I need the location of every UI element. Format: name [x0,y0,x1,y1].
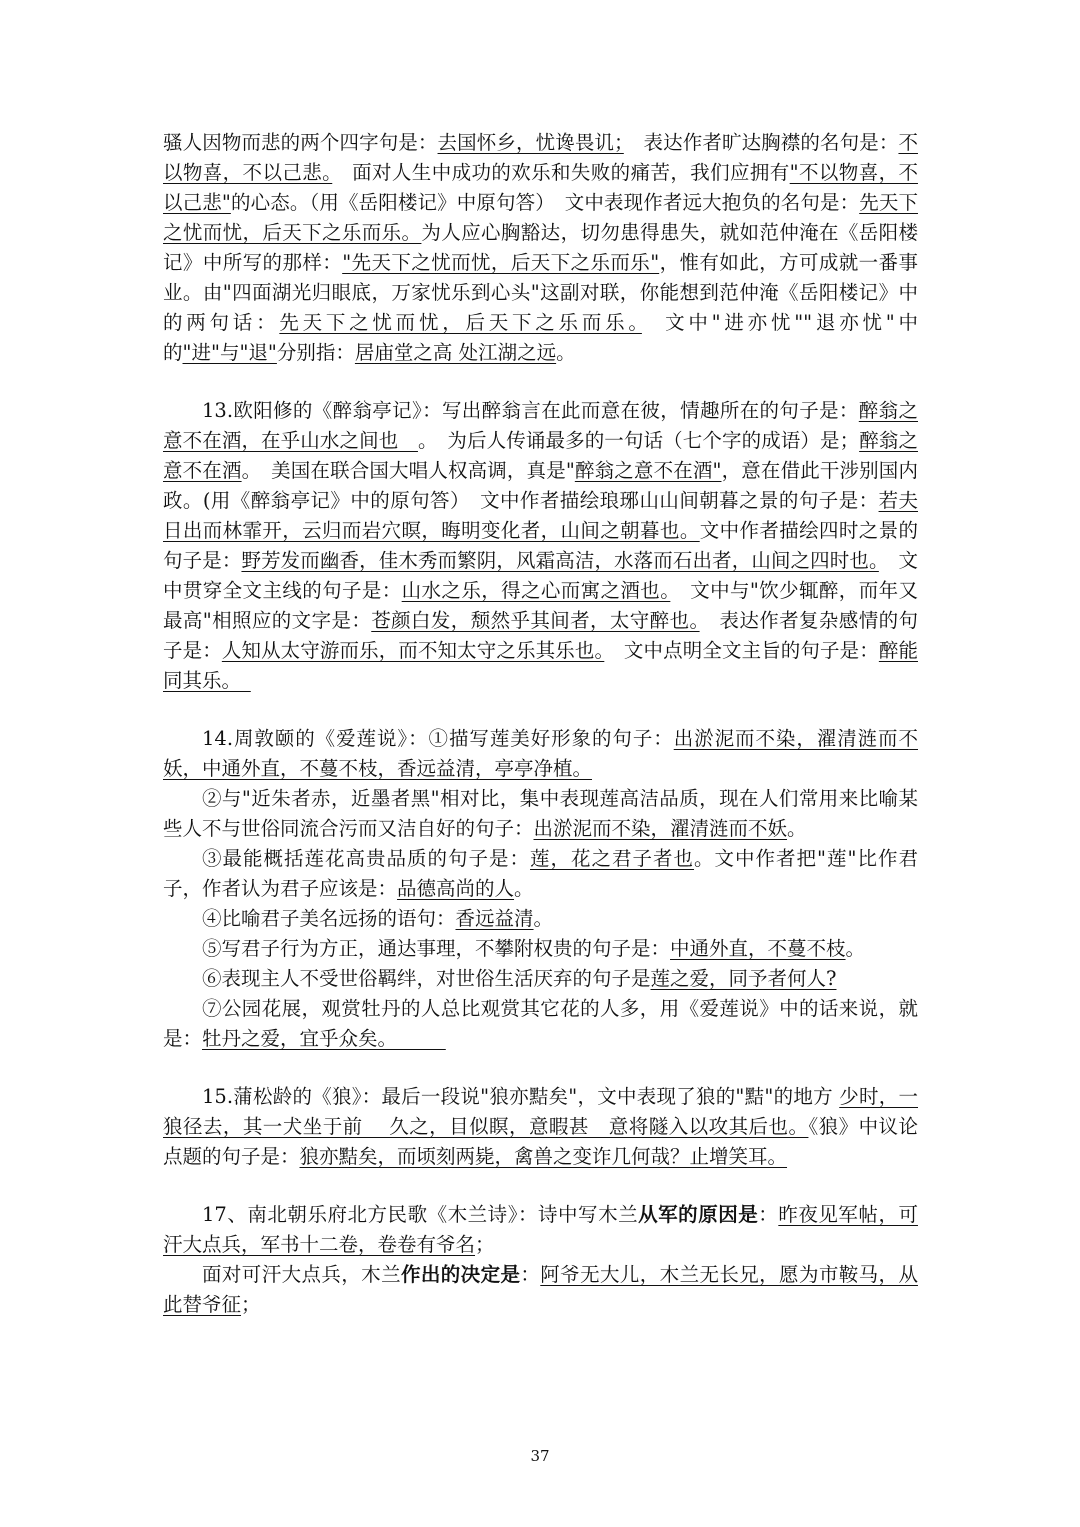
text: 文中贯穿全文主线的句子是： [163,549,918,602]
text: ④比喻君子美名远扬的语句： [202,907,456,930]
answer: 香远益清 [455,907,534,930]
answer: 居庙堂之高 处江湖之远 [354,341,557,364]
text: 表达作者旷达胸襟的名句是： [623,131,899,154]
text: 。 美国在联合国大唱人权高调，真是" [241,459,575,482]
text: 17、南北朝乐府北方民歌《木兰诗》：诗中写木兰 [202,1203,639,1226]
paragraph-14-line-3 [163,844,918,904]
answer: 醉翁之意不在酒，在乎山水之间也 [163,399,918,452]
page-content [163,128,918,1348]
text: 文中点明全文主旨的句子是： [604,639,879,662]
paragraph-12-text [163,128,918,368]
paragraph-14-line-1 [163,724,918,784]
text: 文中与"饮少辄醉，而年又最高"相照应的文字是： [163,579,918,632]
text: ，意在借此干涉别国内政。(用《醉翁亭记》中的原句答） 文中作者描绘琅琊山山间朝暮之景的句子是： [163,459,918,512]
text: 分别指： [276,341,355,364]
answer: 若夫日出而林霏开，云归而岩穴暝，晦明变化者，山间之朝暮也。 [163,489,918,542]
text: ②与"近朱者赤，近墨者黑"相对比，集中表现莲高洁品质，现在人们常用来比喻某些人不与世俗同流合污而又洁自好的句子： [163,787,918,840]
text: ⑦公园花展，观赏牡丹的人总比观赏其它花的人多，用《爱莲说》中的话来说，就是： [163,997,918,1050]
text: ； [475,1233,495,1256]
text: 。 [533,907,554,930]
text: 。 [514,877,534,900]
answer: 莲，花之君子者也 [530,847,695,870]
text: ③最能概括莲花高贵品质的句子是： [202,847,531,870]
text: 15.蒲松龄的《狼》：最后一段说"狼亦黠矣"，文中表现了狼的"黠"的地方 [202,1085,840,1108]
answer: "进"与"退" [182,341,277,364]
answer: 阿爷无大儿，木兰无长兄，愿为市鞍马，从此替爷征 [163,1263,918,1316]
text: 。 [787,817,807,840]
text: 《狼》中议论点题的句子是： [163,1115,918,1168]
answer: 不以物喜，不以己悲。 [163,131,918,184]
paragraph-15-text [163,1082,918,1172]
text: 文中作者描绘四时之景的句子是： [163,519,918,572]
text: ，惟有如此，方可成就一番事业。由"四面湖光归眼底，万家忧乐到心头"这副对联，你能想到范仲淹《岳阳楼记》中的两句话： [163,251,918,334]
paragraph-12 [163,128,918,368]
answer: "先天下之忧而忧，后天下之乐而乐" [342,251,660,274]
answer: 牡丹之爱，宜乎众矣。 [202,1027,446,1050]
paragraph-14 [163,724,918,1054]
answer: 昨夜见军帖，可汗大点兵，军书十二卷，卷卷有爷名 [163,1203,918,1256]
answer: 先天下之忧而忧，后天下之乐而乐。 [163,191,918,244]
answer: 山水之乐，得之心而寓之酒也。 [401,579,671,602]
answer: 中通外直，不蔓不枝 [670,937,846,960]
text: 。文中作者把"莲"比作君子，作者认为君子应该是： [163,847,918,900]
answer: 出淤泥而不染，濯清涟而不妖，中通外直，不蔓不枝，香远益清，亭亭净植。 [163,727,918,780]
answer: 醉翁之意不在酒" [574,459,722,482]
bold-label: 作出的决定是 [400,1263,521,1286]
answer: 醉能同其乐。 [163,639,918,692]
answer: 品德高尚的人 [397,877,515,900]
answer: 先天下之忧而忧，后天下之乐而乐。 [279,311,642,334]
paragraph-14-line-7 [163,994,918,1054]
answer: 苍颜白发，颓然乎其间者，太守醉也。 [371,609,700,632]
text: 。 [556,341,576,364]
answer: 狼亦黠矣，而顷刻两毙，禽兽之变诈几何哉？止增笑耳。 [299,1145,788,1168]
answer: 野芳发而幽香，佳木秀而繁阴，风霜高洁，水落而石出者，山间之四时也。 [241,549,879,572]
text: 表达作者复杂感情的句子是： [163,609,918,662]
paragraph-17-line-1 [163,1200,918,1260]
paragraph-13-text [163,396,918,696]
text: 为人应心胸豁达，切勿患得患失，就如范仲淹在《岳阳楼记》中所写的那样： [163,221,918,274]
text: 面对人生中成功的欢乐和失败的痛苦，我们应拥有 [332,161,790,184]
text: 骚人因物而悲的两个四字句是： [163,131,438,154]
answer: 人知从太守游而乐，而不知太守之乐其乐也。 [221,639,605,662]
text: 文中"进亦忧""退亦忧"中的 [163,311,918,364]
paragraph-14-line-6 [163,964,918,994]
page-number: 37 [530,1447,550,1465]
answer: 出淤泥而不染，濯清涟而不妖 [533,817,788,840]
paragraph-15 [163,1082,918,1172]
text: 的心态。（用《岳阳楼记》中原句答） 文中表现作者远大抱负的名句是： [230,191,860,214]
text: 面对可汗大点兵，木兰 [202,1263,401,1286]
answer: 莲之爱，同予者何人? [650,967,837,990]
text: 14.周敦颐的《爱莲说》：①描写莲美好形象的句子： [202,727,674,750]
answer: "不以物喜，不以己悲" [163,161,918,214]
answer: 少时，一狼径去，其一犬坐于前 久之，目似瞑，意暇甚 意将隧入以攻其后也。 [163,1085,918,1138]
text: ⑤写君子行为方正，通达事理，不攀附权贵的句子是： [202,937,671,960]
answer: 醉翁之意不在酒 [163,429,918,482]
text: ： [520,1263,541,1286]
text: 。 [845,937,866,960]
paragraph-14-line-5 [163,934,918,964]
paragraph-17-line-2 [163,1260,918,1320]
text: ； [241,1293,261,1316]
answer: 去国怀乡，忧谗畏讥； [437,131,624,154]
text: ⑥表现主人不受世俗羁绊，对世俗生活厌弃的句子是 [202,967,651,990]
text: ： [758,1203,779,1226]
paragraph-13 [163,396,918,696]
text: 。 为后人传诵最多的一句话（七个字的成语）是； [417,429,860,452]
bold-label: 从军的原因是 [638,1203,759,1226]
paragraph-17 [163,1200,918,1320]
text: 13.欧阳修的《醉翁亭记》：写出醉翁言在此而意在彼，情趣所在的句子是： [202,399,859,422]
paragraph-14-line-2 [163,784,918,844]
paragraph-14-line-4 [163,904,918,934]
